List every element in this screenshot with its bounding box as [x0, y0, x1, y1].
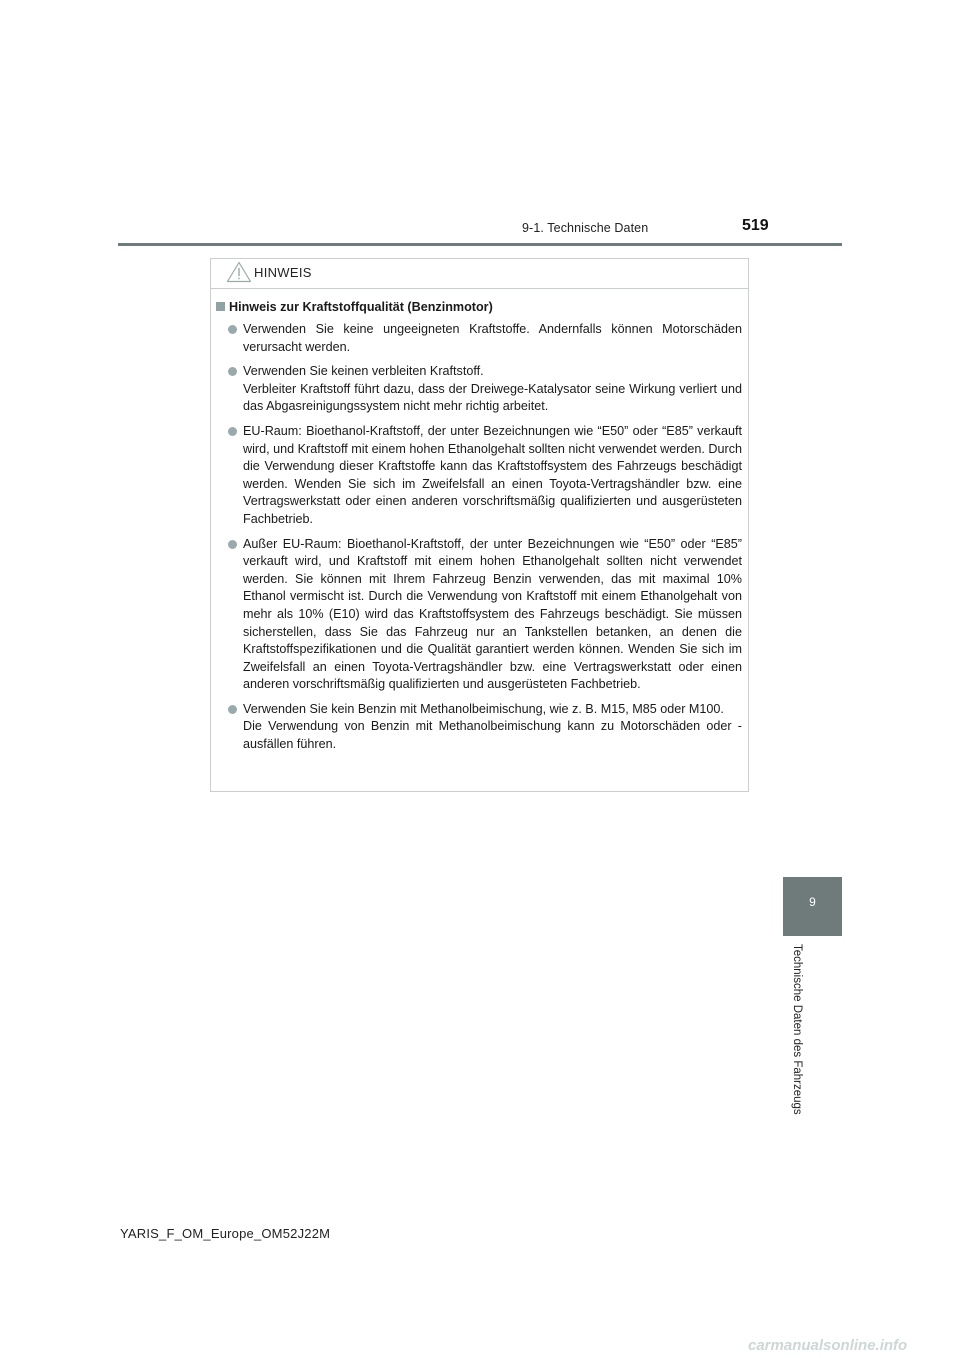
warning-triangle-icon	[226, 261, 252, 283]
watermark-text[interactable]: carmanualsonline.info	[748, 1337, 908, 1354]
document-code: YARIS_F_OM_Europe_OM52J22M	[120, 1226, 331, 1241]
header-divider	[118, 243, 842, 246]
notice-box	[210, 258, 749, 792]
round-bullet-icon	[228, 705, 237, 714]
list-item-text: Verwenden Sie keinen verbleiten Kraftstoff.	[243, 364, 484, 379]
round-bullet-icon	[228, 325, 237, 334]
round-bullet-icon	[228, 427, 237, 436]
notice-body	[211, 299, 748, 761]
list-item-text: Verbleiter Kraftstoff führt dazu, dass der Dreiwege-Katalysator seine Wirkung verliert und das Abgasreinigungssystem nicht mehr richtig arbeitet.	[243, 381, 742, 414]
list-item-text: Verwenden Sie keine ungeeigneten Kraftstoffe. Andernfalls können Motorschäden verursacht werden.	[243, 322, 742, 354]
list-item	[211, 701, 748, 754]
section-heading	[211, 299, 748, 316]
list-item	[211, 536, 748, 694]
round-bullet-icon	[228, 367, 237, 376]
list-item	[211, 423, 748, 529]
notice-title: HINWEIS	[254, 265, 312, 280]
list-item-text: EU-Raum: Bioethanol-Kraftstoff, der unter Bezeichnungen wie “E50” oder “E85” verkauft wird, und Kraftstoff mit einem hohen Ethanolgehalt sollten nicht verwendet werden. Durch die Verwendung dieser Kraftstoffe kann das Kraftstoffsystem des Fahrzeugs beschädigt werden. Wenden Sie sich im Zweifelsfall an einen Toyota-Vertragshändler bzw. eine Vertragswerkstatt oder einen anderen vorschriftsmäßig qualifizierten und ausgerüsteten Fachbetrieb.	[243, 423, 742, 526]
list-item	[211, 363, 748, 416]
notice-header	[211, 259, 748, 289]
header-section-title: 9-1. Technische Daten	[522, 221, 649, 235]
page-number: 519	[742, 217, 769, 234]
round-bullet-icon	[228, 540, 237, 549]
list-item-text: Die Verwendung von Benzin mit Methanolbeimischung kann zu Motorschäden oder -ausfällen führen.	[243, 719, 742, 752]
list-item	[211, 321, 748, 356]
list-item-text: Verwenden Sie kein Benzin mit Methanolbeimischung, wie z. B. M15, M85 oder M100.	[243, 701, 724, 716]
chapter-tab-number: 9	[809, 895, 816, 909]
chapter-tab[interactable]	[783, 877, 842, 936]
square-bullet-icon	[216, 302, 225, 311]
section-heading-text: Hinweis zur Kraftstoffqualität (Benzinmotor)	[229, 300, 493, 314]
list-item-text: Außer EU-Raum: Bioethanol-Kraftstoff, der unter Bezeichnungen wie “E50” oder “E85” verkauft wird, und Kraftstoff mit einem hohen Ethanolgehalt sollten nicht verwendet werden. Sie können mit Ihrem Fahrzeug Benzin verwenden, das mit maximal 10% Ethanol vermischt ist. Durch die Verwendung von Kraftstoff mit einem Ethanolgehalt von mehr als 10% (E10) wird das Kraftstoffsystem des Fahrzeugs beschädigt. Sie müssen sicherstellen, dass Sie das Fahrzeug nur an Tankstellen betanken, an denen die Kraftstoffspezifikationen und die Qualität garantiert werden können. Wenden Sie sich im Zweifelsfall an einen Toyota-Vertragshändler bzw. eine Vertragswerkstatt oder einen anderen vorschriftsmäßig qualifizierten und ausgerüsteten Fachbetrieb.	[243, 536, 742, 692]
chapter-side-label: Technische Daten des Fahrzeugs	[791, 944, 803, 1115]
